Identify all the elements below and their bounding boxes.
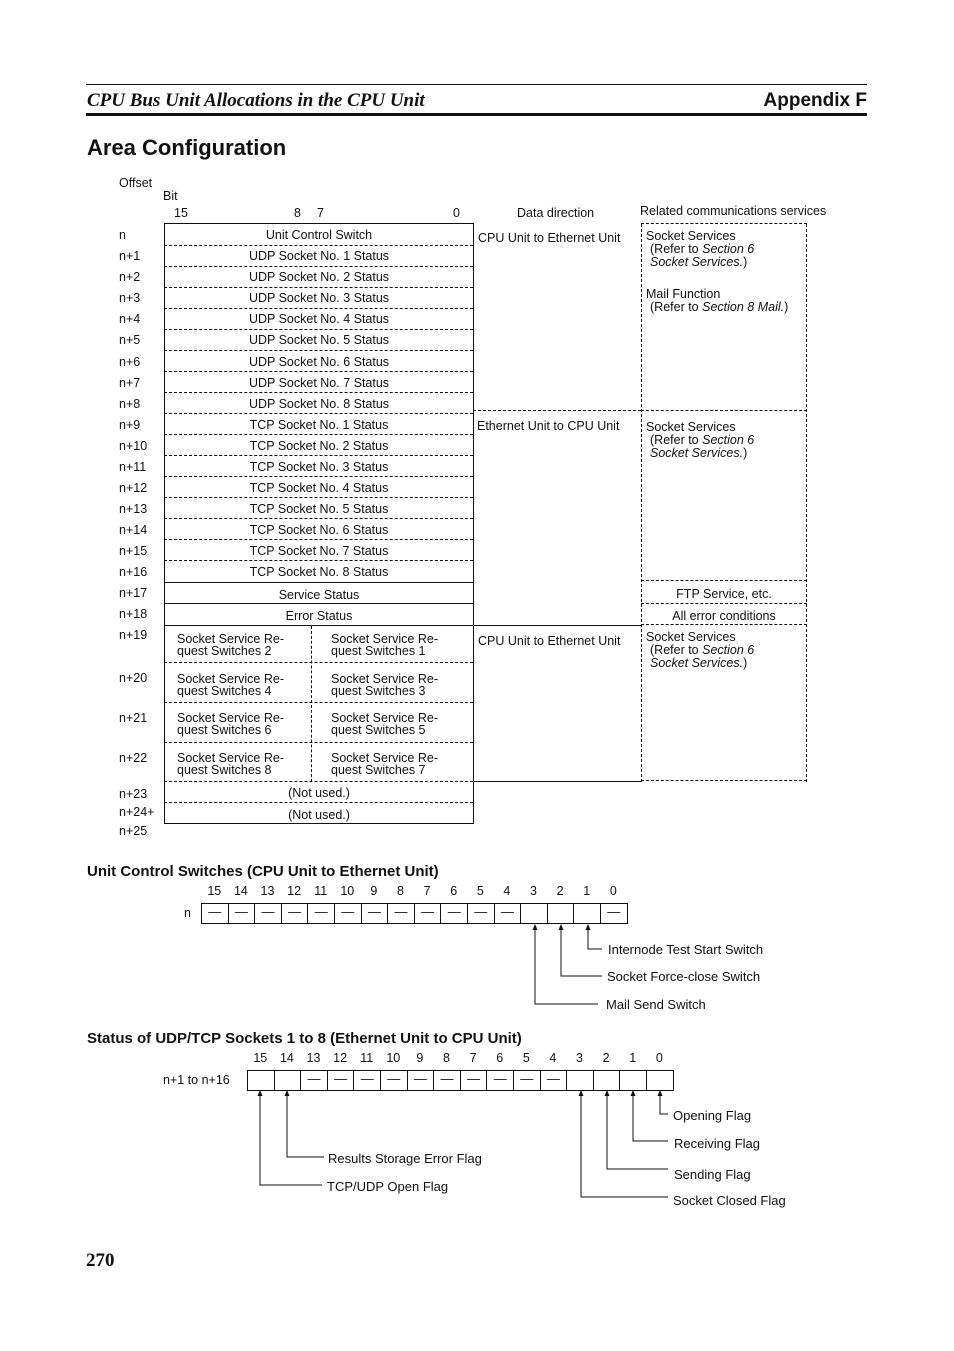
offset-label: n+13 — [119, 502, 148, 516]
offset-label: n+1 — [119, 249, 141, 263]
table-row-label: TCP Socket No. 7 Status — [249, 544, 389, 558]
bit8-label: 8 — [294, 206, 301, 220]
ucs-bit-cell: — — [467, 903, 495, 924]
header-appendix: Appendix F — [763, 90, 867, 111]
ucs-bit-number: 13 — [260, 884, 275, 898]
table-row-label: Error Status — [285, 609, 353, 623]
ucs-bit-cell: — — [600, 903, 628, 924]
offset-label: n+7 — [119, 376, 141, 390]
offset-label: n+18 — [119, 607, 148, 621]
switch-left-line1: Socket Service Re- — [177, 632, 284, 646]
table-row-label: TCP Socket No. 1 Status — [249, 418, 389, 432]
ucs-bit-number: 7 — [423, 884, 431, 898]
status-title: Status of UDP/TCP Sockets 1 to 8 (Ethernet Unit to CPU Unit) — [87, 1030, 522, 1047]
table-row-label: Service Status — [278, 588, 360, 602]
switch-right-line2: quest Switches 3 — [331, 684, 426, 698]
internode-test-start-switch-label: Internode Test Start Switch — [608, 942, 764, 957]
table-row-label: UDP Socket No. 8 Status — [248, 397, 390, 411]
ucs-bit-number: 4 — [503, 884, 511, 898]
results-storage-error-flag-label: Results Storage Error Flag — [328, 1151, 482, 1166]
offset-label: n+21 — [119, 711, 148, 725]
header-title: CPU Bus Unit Allocations in the CPU Unit — [87, 90, 425, 111]
socket-services-2: Socket Services (Refer to Section 6 Socket Services.) — [646, 420, 755, 460]
offset-label: n+15 — [119, 544, 148, 558]
status-bit-number: 7 — [469, 1051, 477, 1065]
ucs-bit-number: 11 — [314, 884, 328, 898]
offset-label: n+6 — [119, 355, 141, 369]
ucs-bit-cell: — — [307, 903, 335, 924]
switch-right-line2: quest Switches 1 — [331, 644, 426, 658]
offset-label: n+19 — [119, 628, 148, 642]
ucs-bit-cell: — — [494, 903, 522, 924]
switch-right-line2: quest Switches 7 — [331, 763, 426, 777]
offset-label: n+17 — [119, 586, 148, 600]
status-bit-cell: — — [460, 1070, 488, 1091]
ucs-bit-number: 10 — [340, 884, 355, 898]
table-row-label: UDP Socket No. 6 Status — [248, 355, 390, 369]
switch-right-line2: quest Switches 5 — [331, 723, 426, 737]
offset-label: n+20 — [119, 671, 148, 685]
switch-right-line1: Socket Service Re- — [331, 711, 438, 725]
table-row-label: UDP Socket No. 5 Status — [248, 333, 390, 347]
status-bit-cell: — — [353, 1070, 381, 1091]
offset-label: n+9 — [119, 418, 141, 432]
status-bit-cell: — — [540, 1070, 568, 1091]
offset-label: n+12 — [119, 481, 148, 495]
ucs-bit-number: 1 — [583, 884, 591, 898]
table-row-label: UDP Socket No. 2 Status — [248, 270, 390, 284]
offset-header: Offset — [119, 176, 153, 190]
table-row-label: TCP Socket No. 4 Status — [249, 481, 389, 495]
table-row-label: TCP Socket No. 5 Status — [249, 502, 389, 516]
offset-label: n+14 — [119, 523, 148, 537]
direction-2: Ethernet Unit to CPU Unit — [477, 419, 620, 433]
table-row-label: TCP Socket No. 8 Status — [249, 565, 389, 579]
table-row-label: Unit Control Switch — [265, 228, 373, 242]
offset-label: n+16 — [119, 565, 148, 579]
status-bit-number: 1 — [629, 1051, 637, 1065]
ucs-bit-cell: — — [201, 903, 229, 924]
ucs-bit-cell: — — [414, 903, 442, 924]
bit-header: Bit — [163, 189, 178, 203]
switch-left-line1: Socket Service Re- — [177, 751, 284, 765]
status-bit-number: 9 — [416, 1051, 424, 1065]
status-bit-number: 3 — [576, 1051, 583, 1065]
ucs-bit-cell: — — [254, 903, 282, 924]
offset-label: n+11 — [119, 460, 147, 474]
ucs-bit-number: 9 — [370, 884, 378, 898]
ucs-bit-cell: — — [387, 903, 415, 924]
ucs-bit-number: 15 — [207, 884, 222, 898]
all-error-conditions: All error conditions — [672, 609, 776, 623]
status-row-label: n+1 to n+16 — [163, 1073, 230, 1087]
status-bit-number: 15 — [253, 1051, 268, 1065]
offset-label: n+22 — [119, 751, 148, 765]
status-bit-cell: — — [327, 1070, 355, 1091]
status-bit-number: 5 — [522, 1051, 530, 1065]
ucs-row-label: n — [184, 906, 191, 920]
ucs-bit-number: 0 — [609, 884, 617, 898]
status-bit-cell: — — [513, 1070, 541, 1091]
table-row-label: TCP Socket No. 2 Status — [249, 439, 389, 453]
socket-force-close-switch-label: Socket Force-close Switch — [607, 969, 761, 984]
ucs-bit-number: 12 — [287, 884, 302, 898]
data-direction-header: Data direction — [517, 206, 595, 220]
status-bit-number: 14 — [279, 1051, 294, 1065]
offset-label: n+24+ — [119, 805, 155, 819]
table-row-label: UDP Socket No. 1 Status — [248, 249, 390, 263]
table-row-label: UDP Socket No. 7 Status — [248, 376, 390, 390]
related-services-header: Related communications services — [640, 204, 827, 218]
switch-right-line1: Socket Service Re- — [331, 672, 438, 686]
table-row-label: UDP Socket No. 4 Status — [248, 312, 390, 326]
ucs-bit-cell: — — [228, 903, 256, 924]
offset-label: n+4 — [119, 312, 141, 326]
status-bit-number: 6 — [496, 1051, 504, 1065]
status-bit-number: 8 — [443, 1051, 450, 1065]
offset-label: n+25 — [119, 824, 148, 838]
direction-3: CPU Unit to Ethernet Unit — [478, 634, 621, 648]
switch-left-line2: quest Switches 8 — [177, 763, 272, 777]
section-title: Area Configuration — [87, 135, 287, 160]
status-bit-number: 11 — [360, 1051, 374, 1065]
socket-services-3: Socket Services (Refer to Section 6 Socket Services.) — [646, 630, 755, 670]
direction-1: CPU Unit to Ethernet Unit — [478, 231, 621, 245]
socket-closed-flag-label: Socket Closed Flag — [673, 1193, 786, 1208]
switch-right-line1: Socket Service Re- — [331, 751, 438, 765]
ucs-bit-number: 2 — [556, 884, 564, 898]
status-bit-cell: — — [486, 1070, 514, 1091]
status-bit-cell: — — [407, 1070, 435, 1091]
offset-label: n+5 — [119, 333, 141, 347]
ucs-bit-number: 14 — [233, 884, 248, 898]
table-row-label: TCP Socket No. 3 Status — [249, 460, 389, 474]
switch-left-line2: quest Switches 4 — [177, 684, 272, 698]
bit7-label: 7 — [317, 206, 324, 220]
mail-function: Mail Function (Refer to Section 8 Mail.) — [646, 287, 789, 314]
status-bit-cell: — — [433, 1070, 461, 1091]
switch-left-line1: Socket Service Re- — [177, 672, 284, 686]
opening-flag-label: Opening Flag — [673, 1108, 752, 1123]
not-used-2: (Not used.) — [288, 808, 350, 822]
receiving-flag-label: Receiving Flag — [674, 1136, 760, 1151]
ucs-bit-number: 6 — [450, 884, 458, 898]
ucs-bit-cell: — — [334, 903, 362, 924]
status-bit-number: 2 — [602, 1051, 610, 1065]
bit0-label: 0 — [453, 206, 460, 220]
status-bit-number: 4 — [549, 1051, 557, 1065]
switch-left-line2: quest Switches 6 — [177, 723, 272, 737]
ucs-bit-cell: — — [361, 903, 389, 924]
status-bit-number: 0 — [655, 1051, 663, 1065]
offset-label: n+2 — [119, 270, 141, 284]
status-bit-number: 13 — [306, 1051, 321, 1065]
offset-label: n — [119, 228, 126, 242]
status-bit-cell: — — [300, 1070, 328, 1091]
status-bit-number: 10 — [386, 1051, 401, 1065]
bit15-label: 15 — [174, 206, 188, 220]
status-bit-cell: — — [380, 1070, 408, 1091]
ucs-title: Unit Control Switches (CPU Unit to Ethernet Unit) — [87, 863, 439, 880]
ucs-bit-number: 5 — [476, 884, 484, 898]
sending-flag-label: Sending Flag — [674, 1167, 751, 1182]
not-used-1: (Not used.) — [288, 786, 350, 800]
ucs-bit-number: 8 — [397, 884, 404, 898]
offset-label: n+23 — [119, 787, 148, 801]
ucs-bit-cell: — — [440, 903, 468, 924]
ftp-service: FTP Service, etc. — [676, 587, 772, 601]
page-number: 270 — [86, 1250, 115, 1271]
ucs-bit-cell: — — [281, 903, 309, 924]
switch-left-line2: quest Switches 2 — [177, 644, 272, 658]
switch-right-line1: Socket Service Re- — [331, 632, 438, 646]
socket-services-1: Socket Services (Refer to Section 6 Socket Services.) — [646, 229, 755, 269]
switch-left-line1: Socket Service Re- — [177, 711, 284, 725]
mail-send-switch-label: Mail Send Switch — [606, 997, 706, 1012]
offset-label: n+10 — [119, 439, 148, 453]
table-row-label: UDP Socket No. 3 Status — [248, 291, 390, 305]
ucs-bit-number: 3 — [530, 884, 537, 898]
offset-label: n+8 — [119, 397, 141, 411]
status-bit-number: 12 — [333, 1051, 348, 1065]
table-row-label: TCP Socket No. 6 Status — [249, 523, 389, 537]
tcp-udp-open-flag-label: TCP/UDP Open Flag — [327, 1179, 449, 1194]
offset-label: n+3 — [119, 291, 141, 305]
